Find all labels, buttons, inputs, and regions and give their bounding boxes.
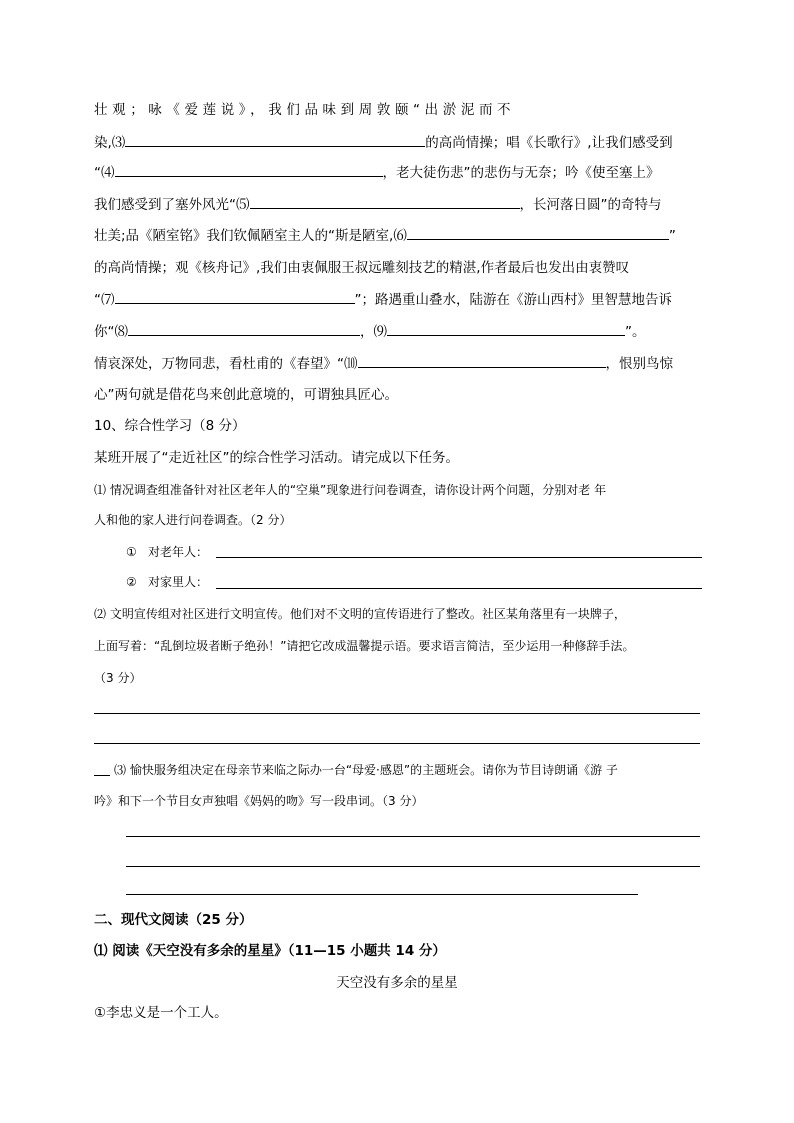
article-paragraph-1: ①李忠义是一个工人。 [94, 1005, 228, 1021]
answer-line-script-1[interactable] [126, 836, 700, 837]
poem-line-1: 壮观；咏《爱莲说》，我们品味到周敦颐“出淤泥而不 [94, 102, 516, 118]
article-title: 天空没有多余的星星 [336, 975, 458, 991]
answer-line-elderly[interactable] [216, 557, 702, 558]
blank-5[interactable] [250, 195, 520, 209]
poem-line-2: 染,⑶ 的高尚情操；唱《长歌行》,让我们感受到 [94, 135, 673, 151]
blank-7[interactable] [115, 290, 355, 304]
poem-line-5: 壮美;品《陋室铭》我们钦佩陋室主人的“斯是陋室,⑹ ” [94, 228, 676, 244]
poem-line-8: 你“⑻ ，⑼ ”。 [94, 324, 646, 340]
blank-3[interactable] [125, 133, 425, 147]
poem-line-6: 的高尚情操；观《核舟记》,我们由衷佩服王叔远雕刻技艺的精湛,作者最后也发出由衷赞叹 [94, 260, 630, 276]
poem-line-4: 我们感受到了塞外风光“⑸ ，长河落日圆”的奇特与 [94, 197, 662, 213]
q10-part2-line3: （3 分） [94, 671, 142, 685]
q10-part2-line1: ⑵ 文明宣传组对社区进行文明宣传。他们对不文明的宣传语进行了整改。社区某角落里有一块牌子， [94, 607, 626, 621]
blank-9[interactable] [387, 322, 625, 336]
q10-title: 10、综合性学习（8 分） [94, 418, 246, 434]
q10-item-family: ② 对家里人： [126, 575, 209, 589]
poem-line-3: “⑷ ，老大徒伤悲”的悲伤与无奈；吟《使至塞上》 [94, 165, 660, 181]
answer-line-script-2[interactable] [126, 866, 700, 867]
answer-line-script-3[interactable] [126, 894, 638, 895]
q10-part3-line1: ⑶ 愉快服务组决定在母亲节来临之际办一台“母爱·感恩”的主题班会。请你为节目诗朗诵《游 子 [114, 763, 618, 777]
q10-part1-line2: 人和他的家人进行问卷调查。（2 分） [94, 513, 292, 527]
poem-line-10: 心”两句就是借花鸟来创此意境的，可谓独具匠心。 [94, 387, 398, 403]
section2-subheading: ⑴ 阅读《天空没有多余的星星》（11—15 小题共 14 分） [94, 943, 446, 959]
q10-intro: 某班开展了“走近社区”的综合性学习活动。请完成以下任务。 [94, 450, 459, 466]
poem-line-9: 情哀深处，万物同悲，看杜甫的《春望》“⑽ ，恨别鸟惊 [94, 356, 673, 372]
q10-item-elderly: ① 对老年人： [126, 545, 209, 559]
blank-10[interactable] [358, 354, 606, 368]
poem-line-7: “⑺ ”；路遇重山叠水，陆游在《游山西村》里智慧地告诉 [94, 292, 672, 308]
answer-line-slogan-1[interactable] [94, 713, 700, 714]
blank-8[interactable] [128, 322, 360, 336]
q10-part2-line2: 上面写着：“乱倒垃圾者断子绝孙！”请把它改成温馨提示语。要求语言简洁，至少运用一种修辞手法。 [94, 639, 635, 653]
answer-line-family[interactable] [216, 588, 702, 589]
blank-4[interactable] [115, 163, 383, 177]
short-rule [94, 775, 110, 776]
q10-part1-line1: ⑴ 情况调查组准备针对社区老年人的“空巢”现象进行问卷调查，请你设计两个问题，分别对老 年 [94, 483, 607, 497]
blank-6[interactable] [407, 226, 669, 240]
section2-heading: 二、现代文阅读（25 分） [94, 912, 253, 928]
q10-part3-line2: 吟》和下一个节目女声独唱《妈妈的吻》写一段串词。（3 分） [94, 794, 424, 808]
answer-line-slogan-2[interactable] [94, 743, 700, 744]
